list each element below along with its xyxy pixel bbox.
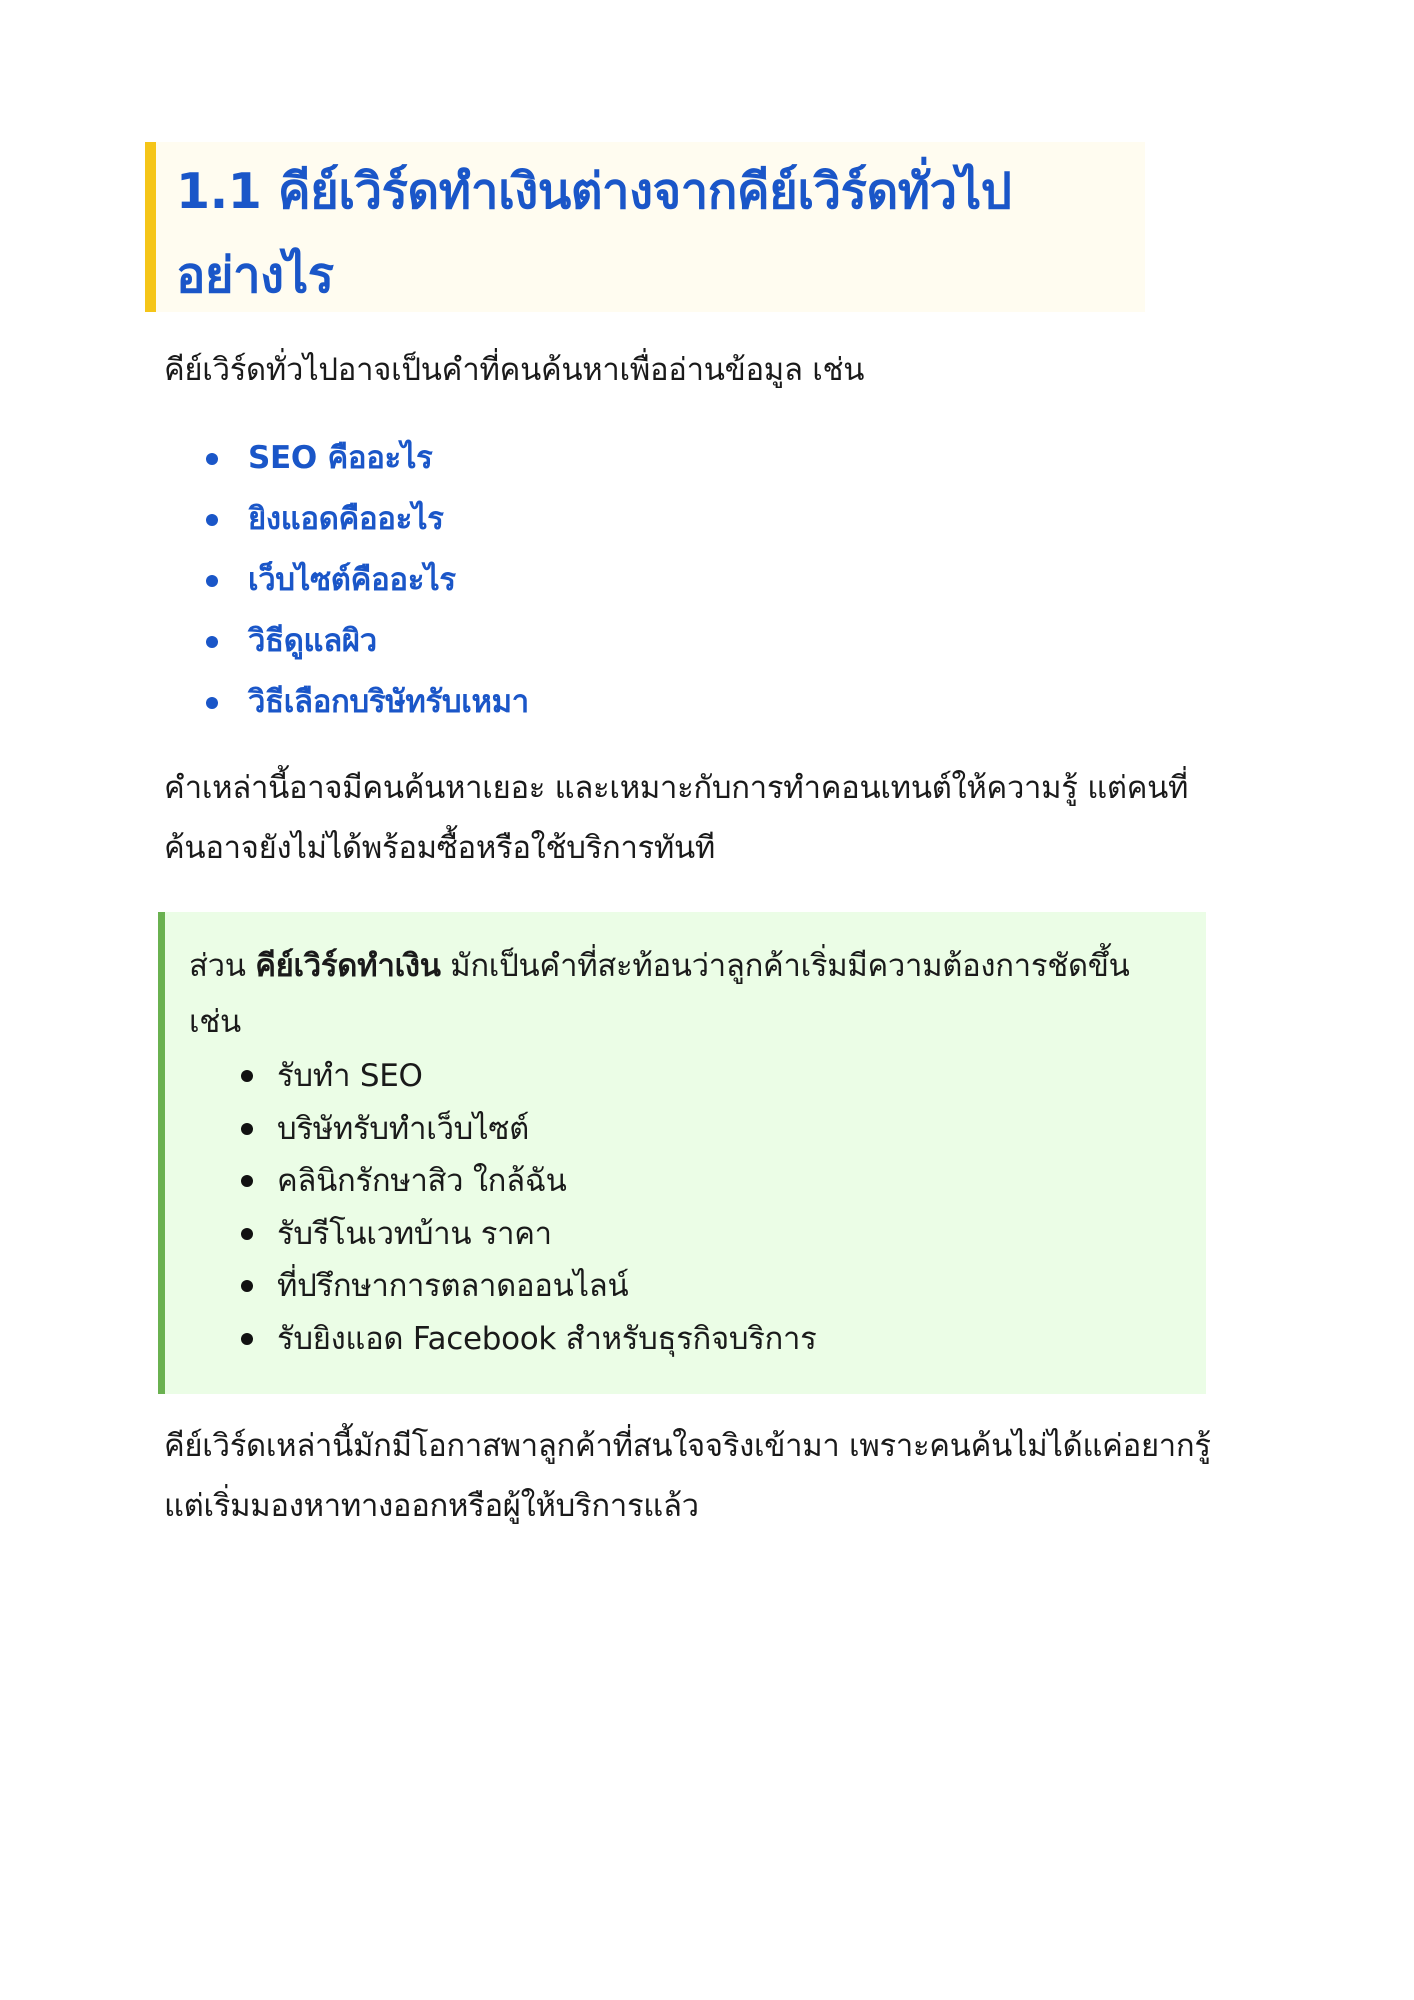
list-item: [206, 672, 529, 733]
list-item: [241, 1103, 1186, 1156]
bullet-icon: [241, 1070, 253, 1082]
bullet-icon: [241, 1123, 253, 1135]
callout-suffix: มักเป็นคำที่สะท้อนว่าลูกค้าเริ่มมีความต้องการชัดขึ้น เช่น: [189, 948, 1130, 1040]
bullet-icon: [206, 636, 218, 648]
list-item: [206, 489, 529, 550]
money-keyword-label: บริษัทรับทำเว็บไซต์: [277, 1110, 529, 1147]
keyword-link-skincare[interactable]: วิธีดูแลผิว: [248, 623, 377, 659]
list-item: [241, 1155, 1186, 1208]
keyword-link-ads[interactable]: ยิงแอดคืออะไร: [248, 501, 444, 537]
section-heading-box: [145, 142, 1145, 312]
bullet-icon: [241, 1228, 253, 1240]
list-item: [206, 428, 529, 489]
bullet-icon: [206, 575, 218, 587]
bullet-icon: [206, 697, 218, 709]
list-item: [241, 1050, 1186, 1103]
bullet-icon: [206, 514, 218, 526]
list-item: [206, 611, 529, 672]
closing-paragraph: คีย์เวิร์ดเหล่านี้มักมีโอกาสพาลูกค้าที่สนใจจริงเข้ามา เพราะคนค้นไม่ได้แค่อยากรู้ แต่เริ่มมองหาทางออกหรือผู้ให้บริการแล้ว: [164, 1428, 1211, 1524]
money-keyword-label: รับทำ SEO: [277, 1058, 423, 1094]
bullet-icon: [241, 1333, 253, 1345]
list-item: [241, 1313, 1186, 1366]
money-keyword-label: รับรีโนเวทบ้าน ราคา: [277, 1215, 552, 1252]
keyword-link-contractor[interactable]: วิธีเลือกบริษัทรับเหมา: [248, 684, 529, 720]
bullet-icon: [241, 1280, 253, 1292]
list-item: [241, 1260, 1186, 1313]
explain-paragraph: คำเหล่านี้อาจมีคนค้นหาเยอะ และเหมาะกับการทำคอนเทนต์ให้ความรู้ แต่คนที่ค้นอาจยังไม่ได้พร้อมซื้อหรือใช้บริการทันที: [164, 770, 1189, 866]
informational-keyword-list: [206, 428, 529, 733]
bullet-icon: [241, 1175, 253, 1187]
money-keyword-label: รับยิงแอด Facebook สำหรับธุรกิจบริการ: [277, 1320, 817, 1357]
money-keyword-label: คลินิกรักษาสิว ใกล้ฉัน: [277, 1163, 567, 1199]
keyword-link-seo[interactable]: SEO คืออะไร: [248, 440, 433, 476]
bullet-icon: [206, 453, 218, 465]
money-keyword-label: ที่ปรึกษาการตลาดออนไลน์: [277, 1268, 629, 1304]
list-item: [241, 1208, 1186, 1261]
keyword-link-website[interactable]: เว็บไซต์คืออะไร: [248, 562, 456, 598]
money-keyword-list: [189, 1050, 1186, 1365]
callout-emphasis: คีย์เวิร์ดทำเงิน: [255, 948, 441, 984]
callout-intro: [189, 938, 1186, 1050]
callout-prefix: ส่วน: [189, 948, 256, 984]
list-item: [206, 550, 529, 611]
money-keyword-callout: [158, 912, 1206, 1394]
intro-paragraph: คีย์เวิร์ดทั่วไปอาจเป็นคำที่คนค้นหาเพื่ออ่านข้อมูล เช่น: [164, 352, 865, 388]
section-heading: 1.1 คีย์เวิร์ดทำเงินต่างจากคีย์เวิร์ดทั่วไป อย่างไร: [176, 163, 1012, 304]
